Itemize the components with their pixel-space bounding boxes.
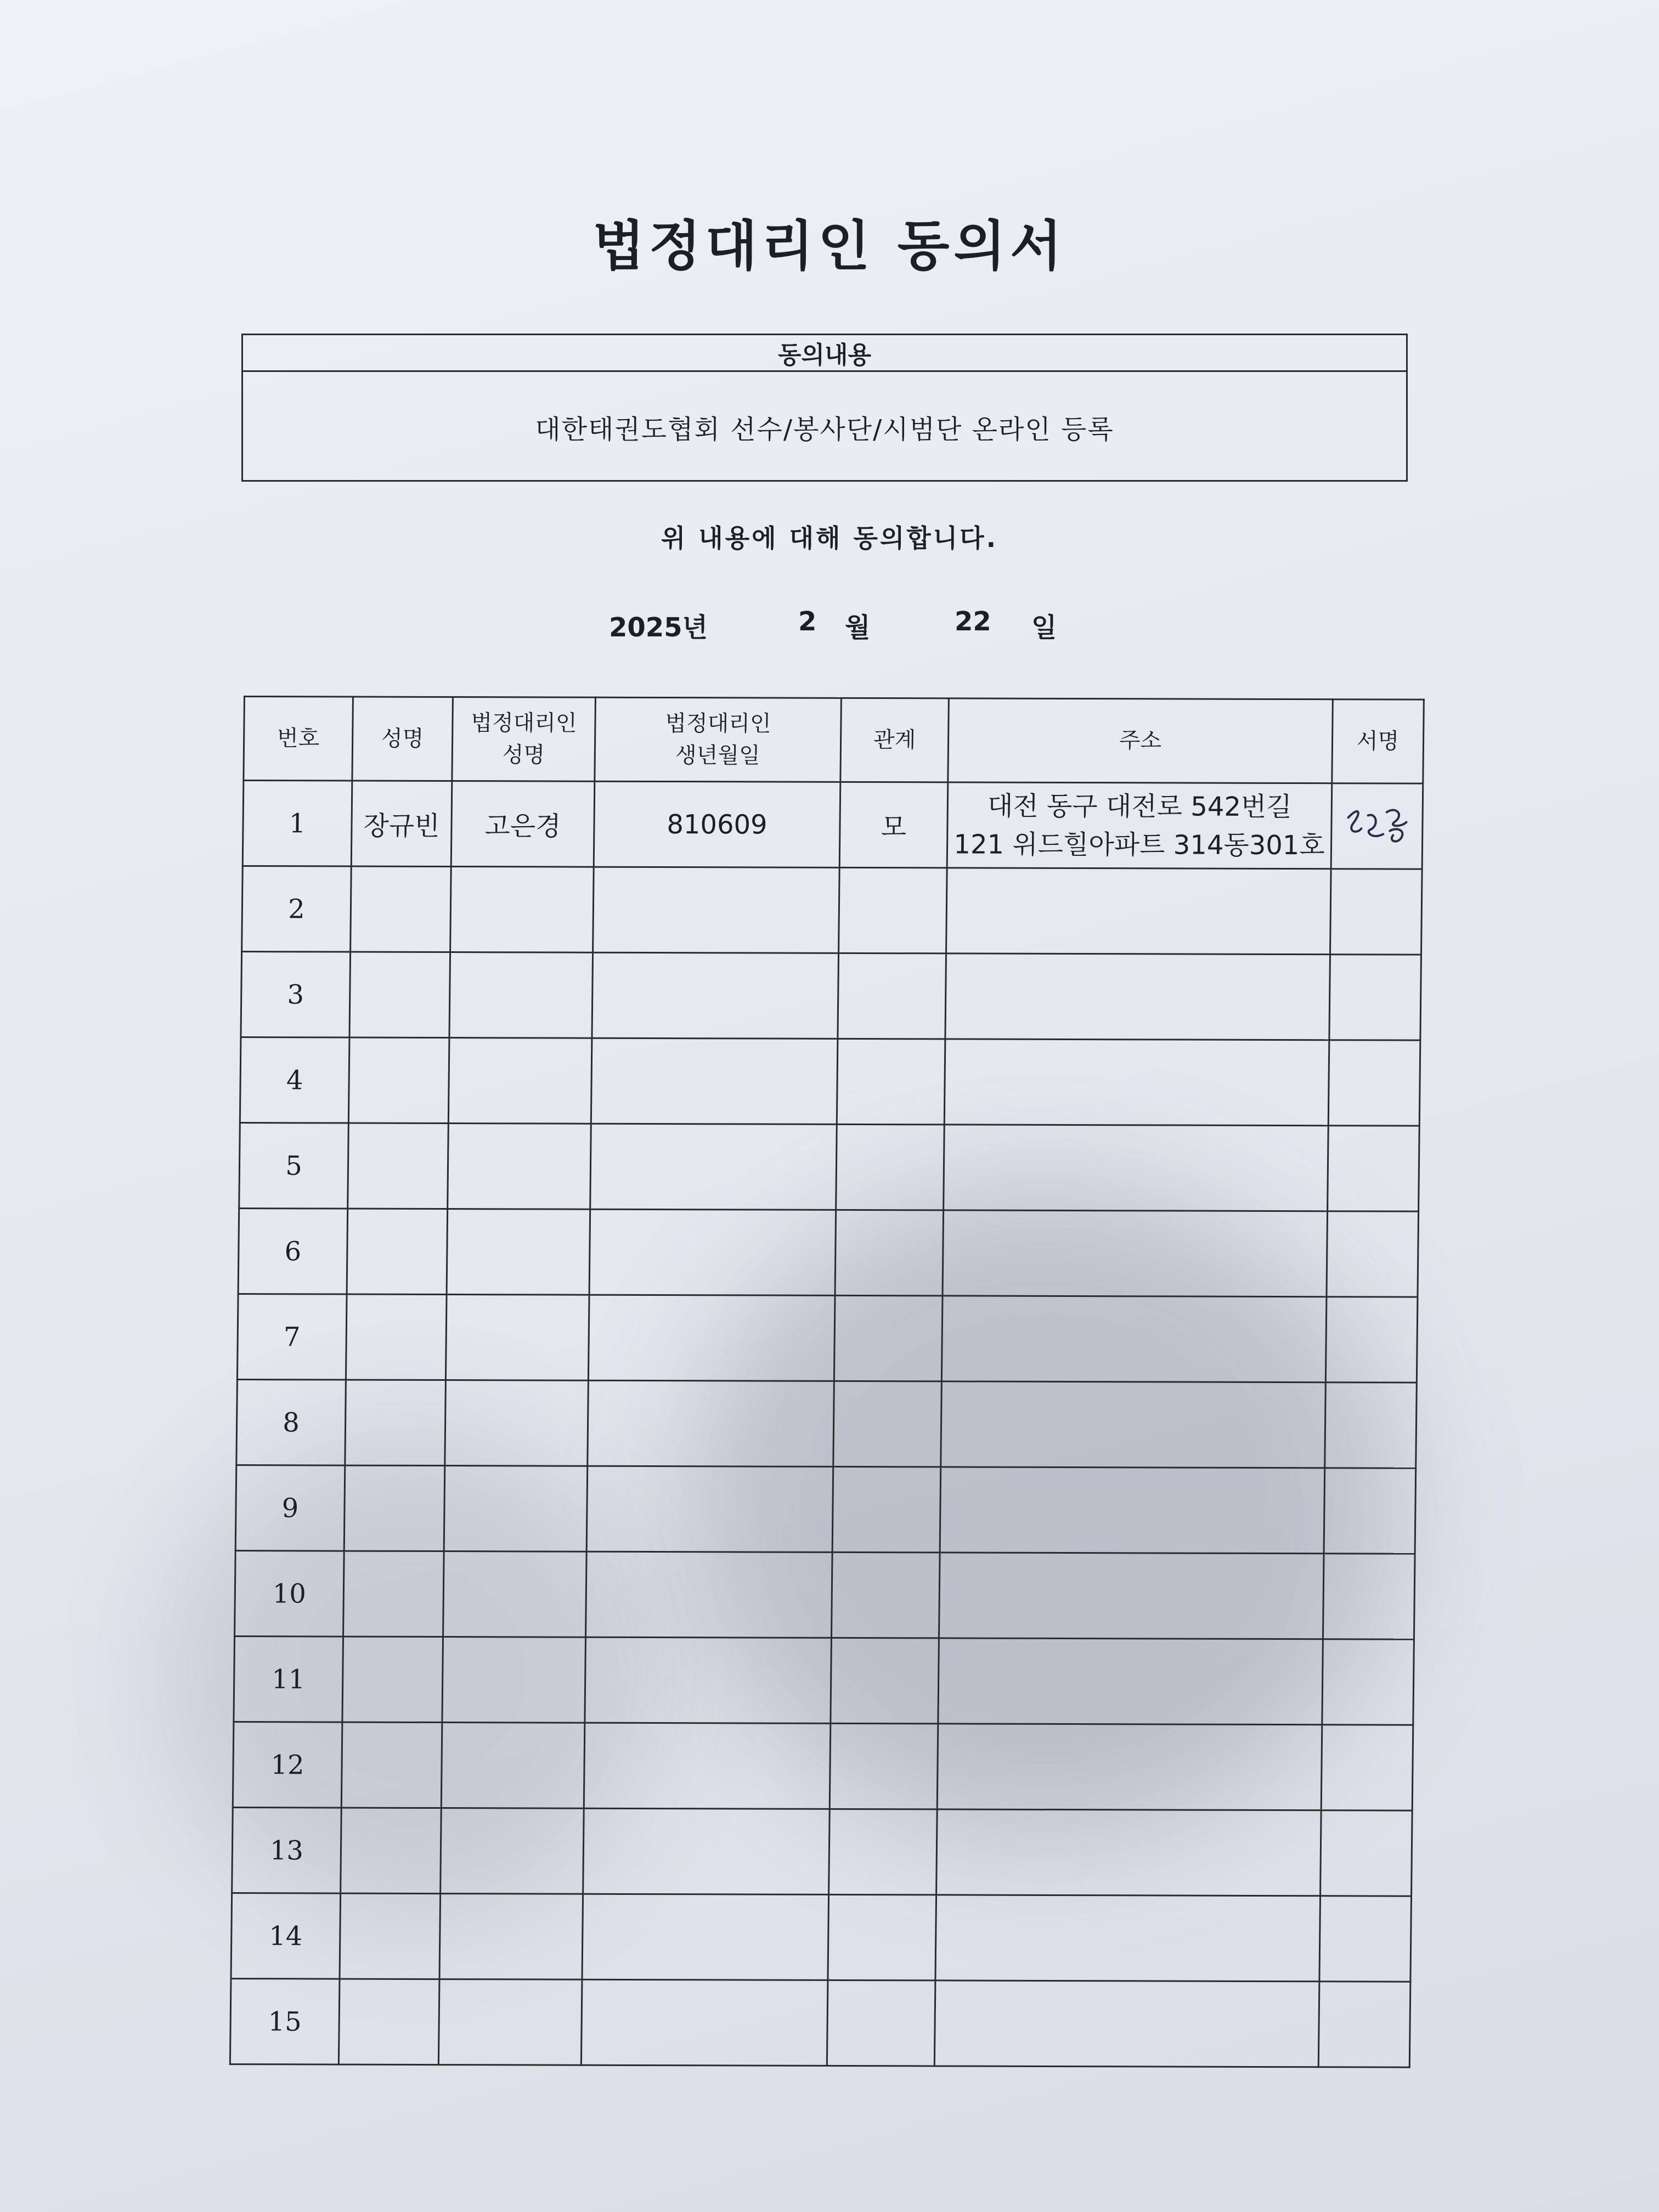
cell-guardian-birth bbox=[581, 1979, 828, 2066]
table-body bbox=[230, 781, 1423, 2068]
cell-signature bbox=[1321, 1810, 1413, 1896]
cell-guardian-birth: 810609 bbox=[594, 781, 840, 867]
table-row bbox=[241, 952, 1421, 1041]
cell-guardian-name bbox=[449, 952, 593, 1039]
cell-relation bbox=[839, 867, 947, 953]
cell-name bbox=[349, 952, 450, 1037]
handwritten-signature-icon bbox=[1335, 795, 1418, 850]
cell-guardian-name bbox=[450, 867, 594, 953]
table-row bbox=[239, 1123, 1420, 1212]
table-row bbox=[242, 781, 1423, 870]
cell-relation bbox=[834, 1295, 943, 1381]
cell-signature bbox=[1329, 955, 1421, 1040]
cell-address bbox=[944, 1125, 1329, 1211]
cell-guardian-name: 고은경 bbox=[451, 781, 595, 867]
cell-no: 13 bbox=[232, 1808, 342, 1894]
cell-signature bbox=[1322, 1639, 1414, 1725]
cell-no: 7 bbox=[237, 1294, 347, 1380]
cell-signature bbox=[1327, 1211, 1419, 1297]
cell-no: 1 bbox=[242, 781, 352, 867]
consent-header: 동의내용 bbox=[243, 335, 1406, 372]
cell-relation bbox=[835, 1210, 944, 1296]
cell-guardian-name bbox=[443, 1551, 587, 1638]
cell-relation bbox=[832, 1466, 941, 1553]
table-row bbox=[233, 1722, 1413, 1811]
cell-address bbox=[944, 1039, 1329, 1126]
cell-address bbox=[945, 953, 1330, 1040]
table-row bbox=[230, 1979, 1410, 2068]
agreement-statement: 위 내용에 대해 동의합니다. bbox=[661, 523, 998, 553]
header-relation: 관계 bbox=[840, 698, 949, 782]
cell-guardian-name bbox=[441, 1808, 584, 1894]
cell-signature bbox=[1323, 1554, 1415, 1639]
header-address: 주소 bbox=[948, 698, 1333, 783]
date-line bbox=[609, 606, 1103, 645]
cell-signature bbox=[1328, 1126, 1420, 1211]
cell-no: 10 bbox=[235, 1551, 345, 1637]
consent-text: 대한태권도협회 선수/봉사단/시범단 온라인 등록 bbox=[535, 414, 1114, 445]
cell-no: 9 bbox=[235, 1465, 345, 1551]
cell-name bbox=[345, 1380, 446, 1465]
cell-no: 6 bbox=[238, 1209, 348, 1295]
header-no: 번호 bbox=[244, 697, 353, 781]
cell-relation bbox=[831, 1552, 940, 1638]
cell-no: 11 bbox=[234, 1637, 343, 1723]
cell-relation bbox=[838, 953, 946, 1039]
cell-name bbox=[348, 1037, 449, 1123]
table-row bbox=[236, 1380, 1417, 1469]
cell-address bbox=[941, 1296, 1327, 1383]
cell-address bbox=[935, 1895, 1321, 1982]
cell-address bbox=[934, 1980, 1319, 2067]
cell-guardian-birth bbox=[586, 1466, 833, 1552]
cell-guardian-name bbox=[441, 1723, 585, 1809]
date-day: 22 bbox=[955, 606, 991, 637]
cell-guardian-name bbox=[439, 1894, 583, 1980]
table-row bbox=[231, 1893, 1412, 1982]
cell-no: 3 bbox=[241, 952, 351, 1038]
cell-guardian-birth bbox=[586, 1551, 833, 1638]
cell-guardian-name bbox=[445, 1295, 589, 1381]
cell-signature bbox=[1324, 1468, 1416, 1554]
table-row bbox=[232, 1808, 1413, 1897]
cell-name bbox=[347, 1209, 448, 1294]
cell-no: 5 bbox=[239, 1123, 349, 1209]
cell-relation bbox=[828, 1894, 936, 1980]
cell-relation: 모 bbox=[839, 782, 948, 868]
cell-address bbox=[936, 1809, 1322, 1896]
cell-guardian-name bbox=[438, 1979, 582, 2066]
cell-no: 2 bbox=[242, 866, 352, 952]
cell-relation bbox=[833, 1381, 942, 1467]
cell-name bbox=[351, 866, 452, 952]
guardian-table bbox=[229, 696, 1425, 2068]
cell-guardian-birth bbox=[588, 1380, 834, 1466]
cell-guardian-birth bbox=[588, 1295, 835, 1381]
consent-box bbox=[241, 334, 1408, 482]
cell-guardian-birth bbox=[582, 1894, 829, 1980]
cell-guardian-name bbox=[442, 1637, 586, 1723]
cell-name bbox=[342, 1637, 443, 1722]
header-name: 성명 bbox=[352, 697, 453, 781]
cell-signature bbox=[1325, 1297, 1418, 1383]
cell-no: 12 bbox=[233, 1722, 342, 1808]
table-header-row bbox=[244, 697, 1424, 784]
cell-name bbox=[346, 1294, 447, 1380]
header-guardian-birth: 법정대리인 생년월일 bbox=[595, 697, 842, 782]
cell-no: 15 bbox=[230, 1979, 340, 2065]
cell-address bbox=[937, 1724, 1322, 1810]
table-row bbox=[242, 866, 1423, 955]
cell-address bbox=[939, 1553, 1324, 1639]
cell-guardian-birth bbox=[584, 1723, 831, 1809]
cell-signature bbox=[1328, 1040, 1420, 1126]
cell-name bbox=[344, 1465, 445, 1551]
cell-guardian-name bbox=[444, 1466, 588, 1552]
cell-no: 4 bbox=[240, 1037, 349, 1124]
cell-guardian-birth bbox=[592, 952, 839, 1039]
cell-name: 장규빈 bbox=[351, 781, 452, 866]
cell-guardian-birth bbox=[589, 1209, 836, 1295]
cell-guardian-birth bbox=[583, 1808, 830, 1894]
cell-guardian-name bbox=[445, 1380, 589, 1466]
cell-guardian-name bbox=[447, 1209, 590, 1295]
date-month: 2 bbox=[798, 606, 817, 637]
cell-relation bbox=[831, 1638, 939, 1724]
cell-name bbox=[341, 1722, 442, 1808]
cell-signature bbox=[1330, 869, 1423, 955]
cell-relation bbox=[827, 1980, 935, 2066]
cell-address bbox=[943, 1210, 1328, 1297]
cell-name bbox=[338, 1979, 439, 2064]
header-signature: 서명 bbox=[1332, 699, 1424, 783]
cell-address bbox=[940, 1467, 1325, 1554]
cell-guardian-birth bbox=[585, 1637, 832, 1723]
cell-relation bbox=[836, 1124, 945, 1210]
cell-name bbox=[343, 1551, 444, 1637]
cell-address bbox=[938, 1638, 1323, 1725]
cell-relation bbox=[837, 1039, 945, 1125]
cell-guardian-birth bbox=[591, 1038, 838, 1124]
date-day-unit: 일 bbox=[1031, 612, 1057, 643]
cell-name bbox=[340, 1893, 441, 1979]
cell-no: 8 bbox=[236, 1380, 346, 1466]
cell-no: 14 bbox=[231, 1893, 341, 1979]
cell-guardian-name bbox=[448, 1124, 591, 1210]
table-row bbox=[234, 1637, 1414, 1725]
table-row bbox=[240, 1037, 1420, 1126]
header-guardian-name: 법정대리인 성명 bbox=[452, 697, 596, 781]
cell-name bbox=[348, 1123, 449, 1209]
table-row bbox=[237, 1294, 1418, 1383]
cell-signature bbox=[1319, 1896, 1412, 1982]
cell-signature bbox=[1325, 1383, 1417, 1468]
table-row bbox=[235, 1551, 1415, 1640]
cell-address bbox=[941, 1381, 1326, 1468]
cell-signature bbox=[1321, 1725, 1413, 1810]
cell-address: 대전 동구 대전로 542번길 121 위드힐아파트 314동301호 bbox=[947, 782, 1332, 869]
date-year: 2025년 bbox=[609, 612, 708, 643]
cell-address bbox=[946, 868, 1331, 955]
cell-signature bbox=[1318, 1982, 1410, 2067]
table-row bbox=[235, 1465, 1416, 1554]
cell-name bbox=[341, 1808, 442, 1893]
cell-signature bbox=[1331, 783, 1423, 869]
cell-guardian-birth bbox=[593, 867, 840, 953]
cell-relation bbox=[830, 1723, 938, 1809]
cell-guardian-birth bbox=[590, 1124, 837, 1210]
cell-guardian-name bbox=[448, 1038, 592, 1124]
document-title: 법정대리인 동의서 bbox=[592, 215, 1066, 278]
table-row bbox=[238, 1209, 1419, 1297]
date-month-unit: 월 bbox=[845, 612, 871, 643]
cell-relation bbox=[829, 1809, 938, 1895]
